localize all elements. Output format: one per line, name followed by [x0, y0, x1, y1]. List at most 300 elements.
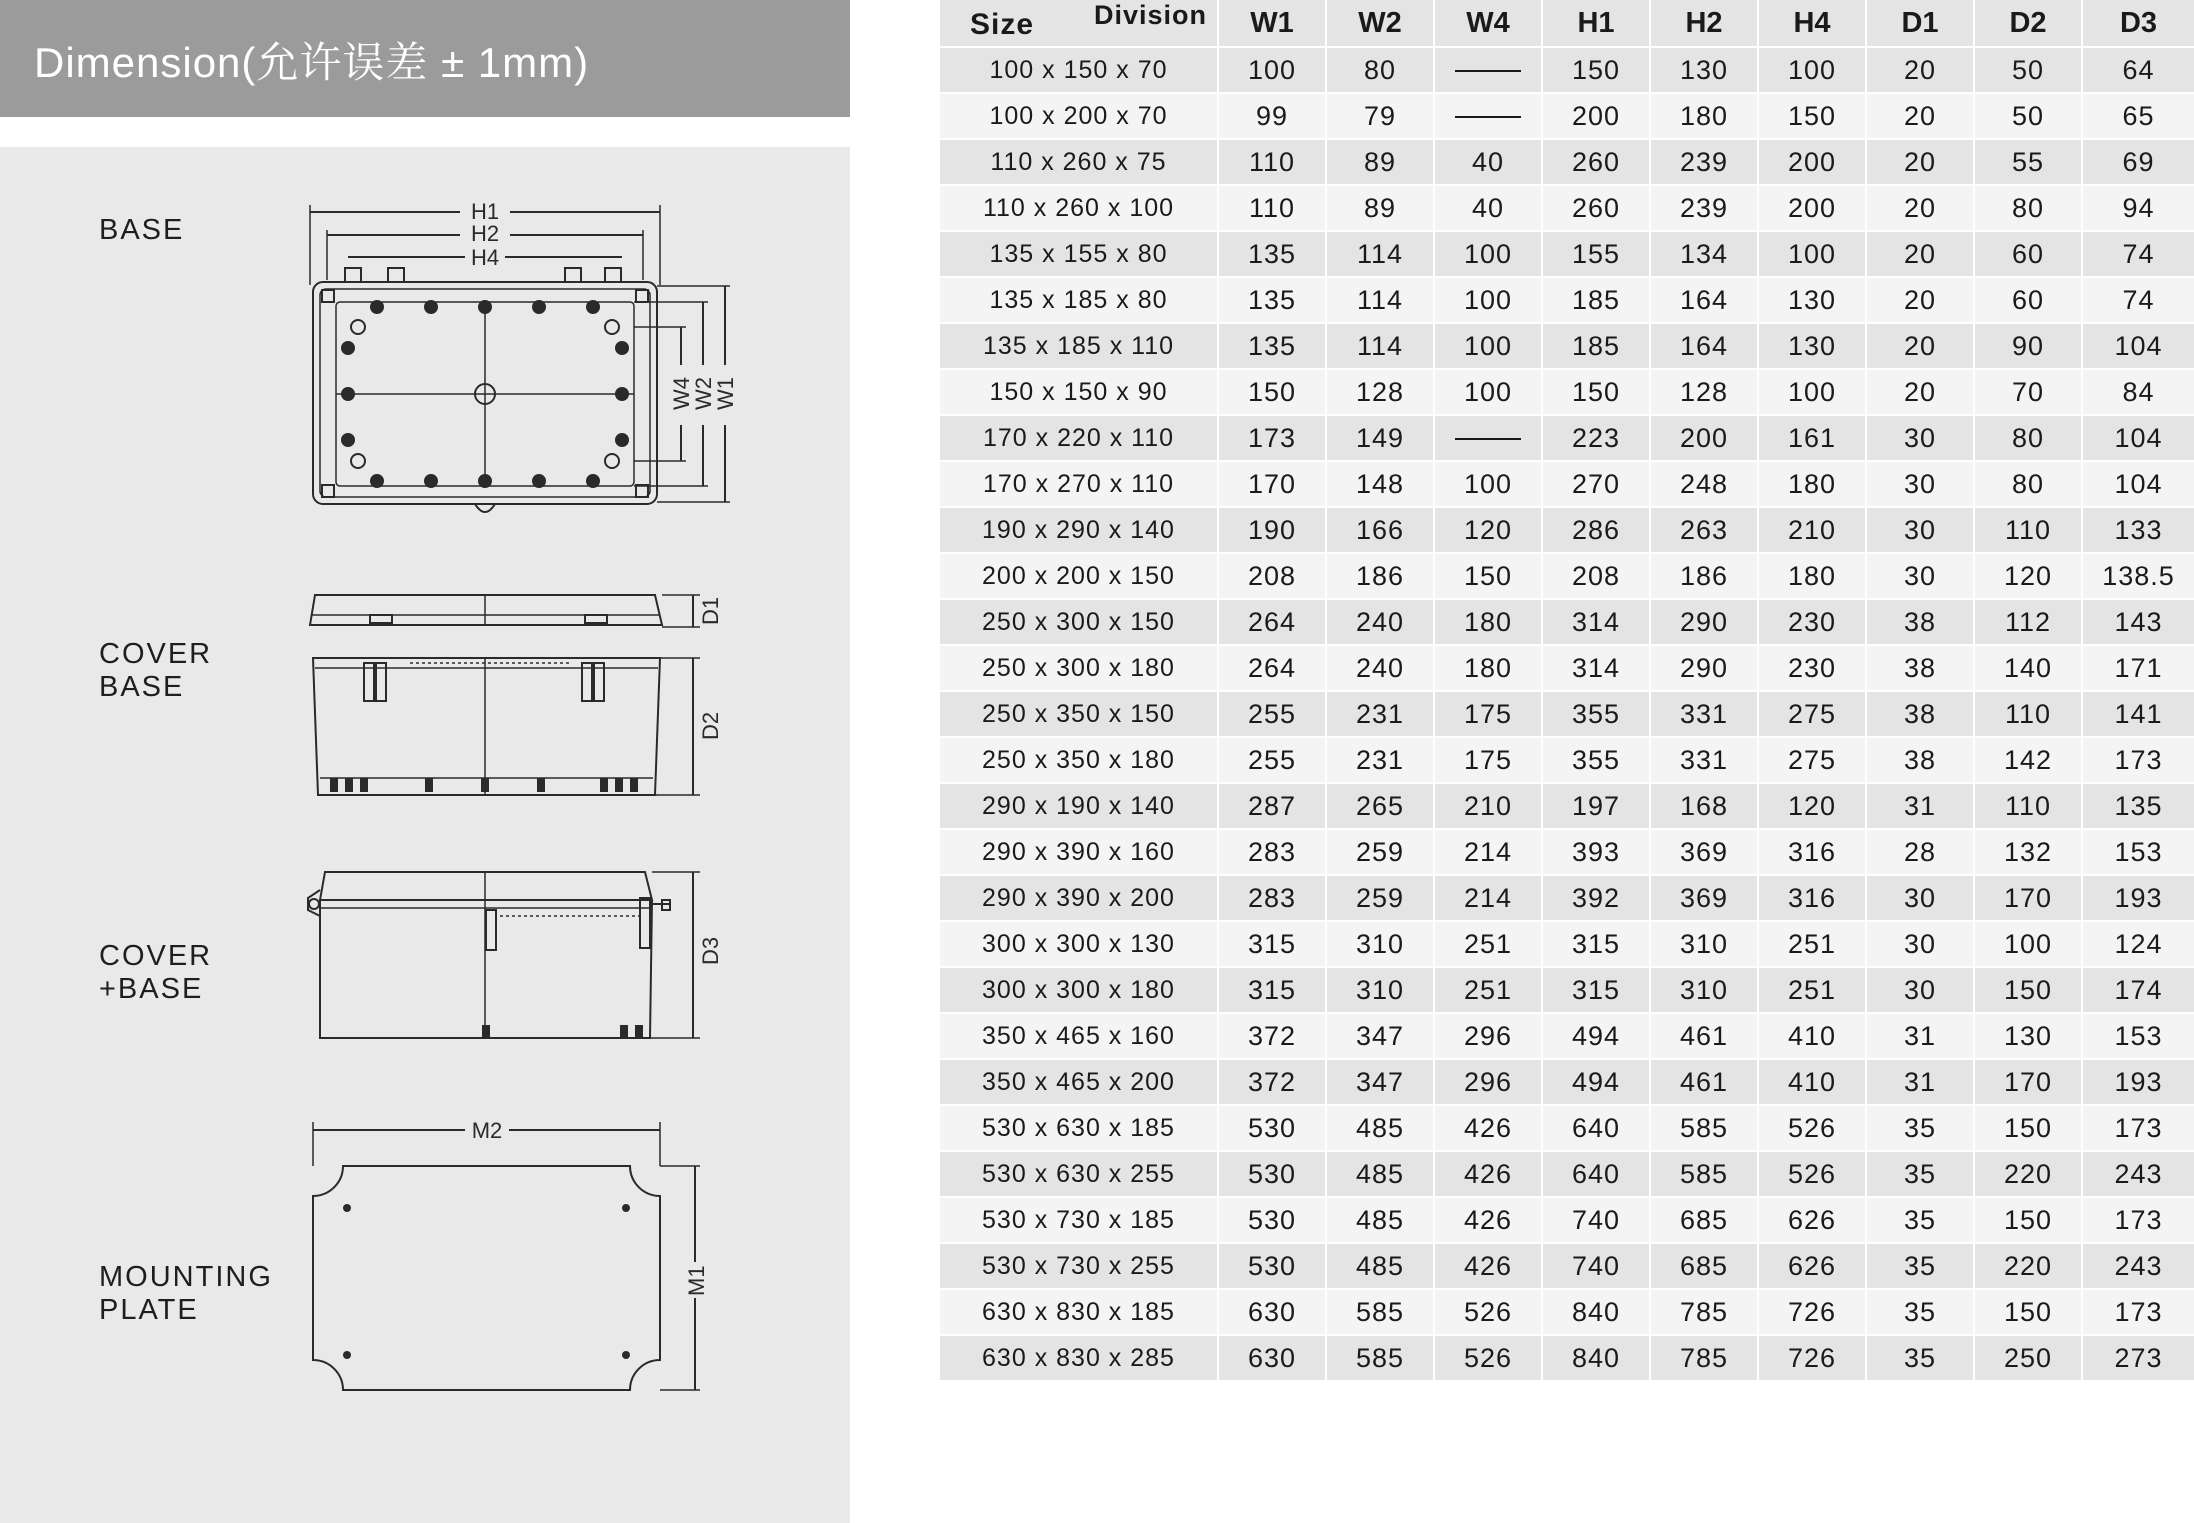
dim-label-d2: D2: [698, 711, 723, 740]
value-cell: 210: [1434, 783, 1542, 829]
value-cell: 50: [1974, 93, 2082, 139]
value-cell: 130: [1974, 1013, 2082, 1059]
value-cell: 90: [1974, 323, 2082, 369]
value-cell: 283: [1218, 875, 1326, 921]
value-cell: 128: [1326, 369, 1434, 415]
value-cell: 426: [1434, 1151, 1542, 1197]
table-row: [940, 231, 2194, 277]
value-cell: 240: [1326, 645, 1434, 691]
value-cell: 35: [1866, 1335, 1974, 1381]
value-cell: 726: [1758, 1335, 1866, 1381]
value-cell: 264: [1218, 599, 1326, 645]
value-cell: 30: [1866, 507, 1974, 553]
table-corner-header: [940, 0, 1218, 47]
value-cell: 372: [1218, 1013, 1326, 1059]
not-applicable-dash: [1455, 438, 1521, 440]
value-cell: 100: [1758, 369, 1866, 415]
value-cell: 170: [1218, 461, 1326, 507]
value-cell: 263: [1650, 507, 1758, 553]
value-cell: 210: [1758, 507, 1866, 553]
size-cell: 530 x 730 x 185: [940, 1197, 1218, 1243]
size-cell: 630 x 830 x 285: [940, 1335, 1218, 1381]
value-cell: 80: [1326, 47, 1434, 93]
value-cell: 164: [1650, 323, 1758, 369]
value-cell: 461: [1650, 1059, 1758, 1105]
table-row: [940, 93, 2194, 139]
value-cell: 110: [1974, 783, 2082, 829]
value-cell: 193: [2082, 1059, 2194, 1105]
value-cell: 426: [1434, 1243, 1542, 1289]
dimension-table: [940, 0, 2194, 1382]
table-row: [940, 47, 2194, 93]
value-cell: 283: [1218, 829, 1326, 875]
value-cell: 100: [1434, 461, 1542, 507]
value-cell: 255: [1218, 691, 1326, 737]
value-cell: 74: [2082, 277, 2194, 323]
table-row: [940, 1243, 2194, 1289]
table-body: [940, 47, 2194, 1381]
value-cell: 200: [1650, 415, 1758, 461]
value-cell: 251: [1758, 967, 1866, 1013]
value-cell: 148: [1326, 461, 1434, 507]
value-cell: 410: [1758, 1059, 1866, 1105]
value-cell: 168: [1650, 783, 1758, 829]
value-cell: 526: [1758, 1105, 1866, 1151]
column-header: H4: [1758, 0, 1866, 47]
value-cell: 310: [1326, 921, 1434, 967]
column-header: D1: [1866, 0, 1974, 47]
value-cell: 94: [2082, 185, 2194, 231]
value-cell: 485: [1326, 1197, 1434, 1243]
value-cell: 630: [1218, 1335, 1326, 1381]
dim-label-h1: H1: [470, 199, 500, 224]
value-cell: 347: [1326, 1059, 1434, 1105]
value-cell: 287: [1218, 783, 1326, 829]
value-cell: 726: [1758, 1289, 1866, 1335]
value-cell: 485: [1326, 1105, 1434, 1151]
value-cell: 38: [1866, 691, 1974, 737]
size-cell: 100 x 150 x 70: [940, 47, 1218, 93]
value-cell: 260: [1542, 139, 1650, 185]
value-cell: 243: [2082, 1243, 2194, 1289]
value-cell: 185: [1542, 277, 1650, 323]
value-cell: 200: [1542, 93, 1650, 139]
size-cell: 250 x 300 x 180: [940, 645, 1218, 691]
column-header: W2: [1326, 0, 1434, 47]
size-cell: 110 x 260 x 100: [940, 185, 1218, 231]
value-cell: 223: [1542, 415, 1650, 461]
value-cell: 310: [1650, 921, 1758, 967]
table-row: [940, 1151, 2194, 1197]
value-cell: 461: [1650, 1013, 1758, 1059]
value-cell: 128: [1650, 369, 1758, 415]
value-cell: 150: [1974, 1105, 2082, 1151]
value-cell: 153: [2082, 1013, 2194, 1059]
value-cell: 60: [1974, 231, 2082, 277]
value-cell: 251: [1758, 921, 1866, 967]
value-cell: [1434, 93, 1542, 139]
value-cell: 208: [1542, 553, 1650, 599]
value-cell: 150: [1542, 47, 1650, 93]
value-cell: 30: [1866, 553, 1974, 599]
dim-label-m1: M1: [684, 1265, 709, 1296]
value-cell: 273: [2082, 1335, 2194, 1381]
value-cell: 120: [1434, 507, 1542, 553]
value-cell: 114: [1326, 323, 1434, 369]
value-cell: 640: [1542, 1105, 1650, 1151]
base-drawing: [300, 195, 750, 535]
value-cell: 153: [2082, 829, 2194, 875]
value-cell: 220: [1974, 1243, 2082, 1289]
value-cell: 155: [1542, 231, 1650, 277]
size-cell: 350 x 465 x 160: [940, 1013, 1218, 1059]
dim-label-m2: M2: [471, 1118, 503, 1143]
column-header: H1: [1542, 0, 1650, 47]
value-cell: 220: [1974, 1151, 2082, 1197]
value-cell: 40: [1434, 139, 1542, 185]
value-cell: 60: [1974, 277, 2082, 323]
value-cell: 740: [1542, 1197, 1650, 1243]
value-cell: 526: [1434, 1335, 1542, 1381]
value-cell: 316: [1758, 875, 1866, 921]
value-cell: 530: [1218, 1243, 1326, 1289]
value-cell: 35: [1866, 1151, 1974, 1197]
value-cell: 296: [1434, 1059, 1542, 1105]
value-cell: 426: [1434, 1105, 1542, 1151]
value-cell: 35: [1866, 1243, 1974, 1289]
value-cell: 100: [1434, 369, 1542, 415]
value-cell: 110: [1974, 507, 2082, 553]
value-cell: 214: [1434, 875, 1542, 921]
value-cell: 290: [1650, 645, 1758, 691]
value-cell: 55: [1974, 139, 2082, 185]
value-cell: 231: [1326, 691, 1434, 737]
value-cell: 526: [1758, 1151, 1866, 1197]
value-cell: 35: [1866, 1105, 1974, 1151]
value-cell: 259: [1326, 829, 1434, 875]
value-cell: 80: [1974, 415, 2082, 461]
table-row: [940, 185, 2194, 231]
value-cell: 142: [1974, 737, 2082, 783]
value-cell: 190: [1218, 507, 1326, 553]
value-cell: 100: [1434, 231, 1542, 277]
value-cell: 30: [1866, 875, 1974, 921]
not-applicable-dash: [1455, 116, 1521, 118]
value-cell: 100: [1758, 231, 1866, 277]
value-cell: 20: [1866, 93, 1974, 139]
corner-division-label: Division: [1093, 0, 1207, 30]
table-header-row: [940, 0, 2194, 47]
table-row: [940, 461, 2194, 507]
value-cell: 133: [2082, 507, 2194, 553]
value-cell: 114: [1326, 231, 1434, 277]
value-cell: 141: [2082, 691, 2194, 737]
size-cell: 100 x 200 x 70: [940, 93, 1218, 139]
size-cell: 135 x 185 x 80: [940, 277, 1218, 323]
table-row: [940, 369, 2194, 415]
value-cell: 250: [1974, 1335, 2082, 1381]
value-cell: 38: [1866, 737, 1974, 783]
value-cell: 164: [1650, 277, 1758, 323]
value-cell: [1434, 415, 1542, 461]
value-cell: 150: [1218, 369, 1326, 415]
size-cell: 135 x 155 x 80: [940, 231, 1218, 277]
table-row: [940, 645, 2194, 691]
value-cell: 315: [1218, 967, 1326, 1013]
value-cell: 143: [2082, 599, 2194, 645]
value-cell: 355: [1542, 737, 1650, 783]
value-cell: 20: [1866, 369, 1974, 415]
value-cell: 248: [1650, 461, 1758, 507]
value-cell: 315: [1542, 967, 1650, 1013]
value-cell: 255: [1218, 737, 1326, 783]
value-cell: 89: [1326, 185, 1434, 231]
size-cell: 250 x 350 x 180: [940, 737, 1218, 783]
value-cell: 38: [1866, 645, 1974, 691]
value-cell: 316: [1758, 829, 1866, 875]
table-row: [940, 1059, 2194, 1105]
value-cell: 173: [2082, 1105, 2194, 1151]
value-cell: 685: [1650, 1243, 1758, 1289]
value-cell: 485: [1326, 1243, 1434, 1289]
value-cell: 149: [1326, 415, 1434, 461]
value-cell: 31: [1866, 1013, 1974, 1059]
value-cell: 30: [1866, 921, 1974, 967]
value-cell: 112: [1974, 599, 2082, 645]
value-cell: 494: [1542, 1013, 1650, 1059]
value-cell: 260: [1542, 185, 1650, 231]
value-cell: 114: [1326, 277, 1434, 323]
label-plate: PLATE: [99, 1294, 199, 1326]
table-row: [940, 783, 2194, 829]
value-cell: 150: [1434, 553, 1542, 599]
value-cell: 239: [1650, 139, 1758, 185]
label-mounting: MOUNTING: [99, 1261, 273, 1293]
table-row: [940, 967, 2194, 1013]
value-cell: 130: [1650, 47, 1758, 93]
value-cell: 230: [1758, 645, 1866, 691]
value-cell: 175: [1434, 691, 1542, 737]
value-cell: 35: [1866, 1197, 1974, 1243]
mounting-plate-drawing: [300, 1110, 720, 1410]
table-row: [940, 1105, 2194, 1151]
value-cell: 104: [2082, 461, 2194, 507]
value-cell: 626: [1758, 1243, 1866, 1289]
value-cell: 243: [2082, 1151, 2194, 1197]
value-cell: 69: [2082, 139, 2194, 185]
value-cell: 369: [1650, 875, 1758, 921]
value-cell: 240: [1326, 599, 1434, 645]
value-cell: 120: [1758, 783, 1866, 829]
dim-label-w2: W2: [691, 377, 716, 410]
value-cell: 74: [2082, 231, 2194, 277]
value-cell: 170: [1974, 875, 2082, 921]
value-cell: 30: [1866, 461, 1974, 507]
value-cell: 166: [1326, 507, 1434, 553]
value-cell: 275: [1758, 691, 1866, 737]
value-cell: 100: [1434, 323, 1542, 369]
size-cell: 530 x 630 x 255: [940, 1151, 1218, 1197]
value-cell: [1434, 47, 1542, 93]
table-row: [940, 829, 2194, 875]
value-cell: 130: [1758, 323, 1866, 369]
value-cell: 132: [1974, 829, 2082, 875]
value-cell: 161: [1758, 415, 1866, 461]
table-row: [940, 1289, 2194, 1335]
value-cell: 65: [2082, 93, 2194, 139]
value-cell: 214: [1434, 829, 1542, 875]
value-cell: 20: [1866, 323, 1974, 369]
size-cell: 290 x 190 x 140: [940, 783, 1218, 829]
value-cell: 186: [1326, 553, 1434, 599]
value-cell: 526: [1434, 1289, 1542, 1335]
size-cell: 170 x 220 x 110: [940, 415, 1218, 461]
value-cell: 20: [1866, 185, 1974, 231]
value-cell: 208: [1218, 553, 1326, 599]
size-cell: 530 x 730 x 255: [940, 1243, 1218, 1289]
value-cell: 630: [1218, 1289, 1326, 1335]
value-cell: 150: [1974, 1289, 2082, 1335]
value-cell: 315: [1218, 921, 1326, 967]
value-cell: 369: [1650, 829, 1758, 875]
corner-size-label: Size: [970, 8, 1035, 41]
value-cell: 20: [1866, 47, 1974, 93]
value-cell: 393: [1542, 829, 1650, 875]
value-cell: 585: [1650, 1151, 1758, 1197]
value-cell: 150: [1974, 1197, 2082, 1243]
value-cell: 80: [1974, 461, 2082, 507]
value-cell: 585: [1650, 1105, 1758, 1151]
value-cell: 685: [1650, 1197, 1758, 1243]
value-cell: 150: [1542, 369, 1650, 415]
value-cell: 100: [1758, 47, 1866, 93]
value-cell: 530: [1218, 1105, 1326, 1151]
label-base-2: BASE: [99, 671, 185, 703]
column-header: W1: [1218, 0, 1326, 47]
value-cell: 135: [1218, 231, 1326, 277]
value-cell: 186: [1650, 553, 1758, 599]
value-cell: 585: [1326, 1289, 1434, 1335]
value-cell: 200: [1758, 185, 1866, 231]
value-cell: 30: [1866, 415, 1974, 461]
value-cell: 120: [1974, 553, 2082, 599]
page-title: Dimension(允许误差 ± 1mm): [34, 39, 590, 86]
value-cell: 264: [1218, 645, 1326, 691]
value-cell: 193: [2082, 875, 2194, 921]
value-cell: 20: [1866, 277, 1974, 323]
value-cell: 410: [1758, 1013, 1866, 1059]
value-cell: 270: [1542, 461, 1650, 507]
size-cell: 110 x 260 x 75: [940, 139, 1218, 185]
value-cell: 785: [1650, 1335, 1758, 1381]
value-cell: 840: [1542, 1289, 1650, 1335]
size-cell: 190 x 290 x 140: [940, 507, 1218, 553]
value-cell: 110: [1974, 691, 2082, 737]
value-cell: 20: [1866, 231, 1974, 277]
value-cell: 275: [1758, 737, 1866, 783]
table-row: [940, 599, 2194, 645]
value-cell: 314: [1542, 599, 1650, 645]
size-cell: 630 x 830 x 185: [940, 1289, 1218, 1335]
value-cell: 230: [1758, 599, 1866, 645]
value-cell: 485: [1326, 1151, 1434, 1197]
value-cell: 150: [1974, 967, 2082, 1013]
value-cell: 426: [1434, 1197, 1542, 1243]
value-cell: 173: [1218, 415, 1326, 461]
value-cell: 38: [1866, 599, 1974, 645]
dim-label-w1: W1: [713, 377, 738, 410]
dim-label-d1: D1: [698, 596, 723, 625]
column-header: D2: [1974, 0, 2082, 47]
value-cell: 180: [1758, 553, 1866, 599]
table-row: [940, 921, 2194, 967]
value-cell: 331: [1650, 737, 1758, 783]
value-cell: 174: [2082, 967, 2194, 1013]
label-cover-plus: COVER: [99, 940, 213, 972]
value-cell: 104: [2082, 323, 2194, 369]
dim-label-h2: H2: [470, 221, 500, 246]
value-cell: 80: [1974, 185, 2082, 231]
value-cell: 314: [1542, 645, 1650, 691]
value-cell: 173: [2082, 1289, 2194, 1335]
value-cell: 134: [1650, 231, 1758, 277]
value-cell: 124: [2082, 921, 2194, 967]
size-cell: 250 x 300 x 150: [940, 599, 1218, 645]
value-cell: 70: [1974, 369, 2082, 415]
value-cell: 530: [1218, 1151, 1326, 1197]
value-cell: 239: [1650, 185, 1758, 231]
value-cell: 130: [1758, 277, 1866, 323]
value-cell: 347: [1326, 1013, 1434, 1059]
value-cell: 31: [1866, 783, 1974, 829]
size-cell: 200 x 200 x 150: [940, 553, 1218, 599]
table-row: [940, 737, 2194, 783]
value-cell: 372: [1218, 1059, 1326, 1105]
value-cell: 197: [1542, 783, 1650, 829]
value-cell: 175: [1434, 737, 1542, 783]
value-cell: 100: [1434, 277, 1542, 323]
cover-plus-base-drawing: [290, 860, 740, 1050]
value-cell: 259: [1326, 875, 1434, 921]
value-cell: 290: [1650, 599, 1758, 645]
value-cell: 494: [1542, 1059, 1650, 1105]
value-cell: 585: [1326, 1335, 1434, 1381]
value-cell: 171: [2082, 645, 2194, 691]
value-cell: 35: [1866, 1289, 1974, 1335]
value-cell: 104: [2082, 415, 2194, 461]
value-cell: 310: [1326, 967, 1434, 1013]
value-cell: 30: [1866, 967, 1974, 1013]
table-row: [940, 1013, 2194, 1059]
size-cell: 170 x 270 x 110: [940, 461, 1218, 507]
value-cell: 785: [1650, 1289, 1758, 1335]
value-cell: 185: [1542, 323, 1650, 369]
size-cell: 350 x 465 x 200: [940, 1059, 1218, 1105]
value-cell: 28: [1866, 829, 1974, 875]
value-cell: 138.5: [2082, 553, 2194, 599]
value-cell: 84: [2082, 369, 2194, 415]
value-cell: 31: [1866, 1059, 1974, 1105]
size-cell: 135 x 185 x 110: [940, 323, 1218, 369]
value-cell: 180: [1650, 93, 1758, 139]
value-cell: 140: [1974, 645, 2082, 691]
value-cell: 89: [1326, 139, 1434, 185]
value-cell: 530: [1218, 1197, 1326, 1243]
value-cell: 100: [1974, 921, 2082, 967]
table-row: [940, 507, 2194, 553]
value-cell: 173: [2082, 1197, 2194, 1243]
value-cell: 20: [1866, 139, 1974, 185]
